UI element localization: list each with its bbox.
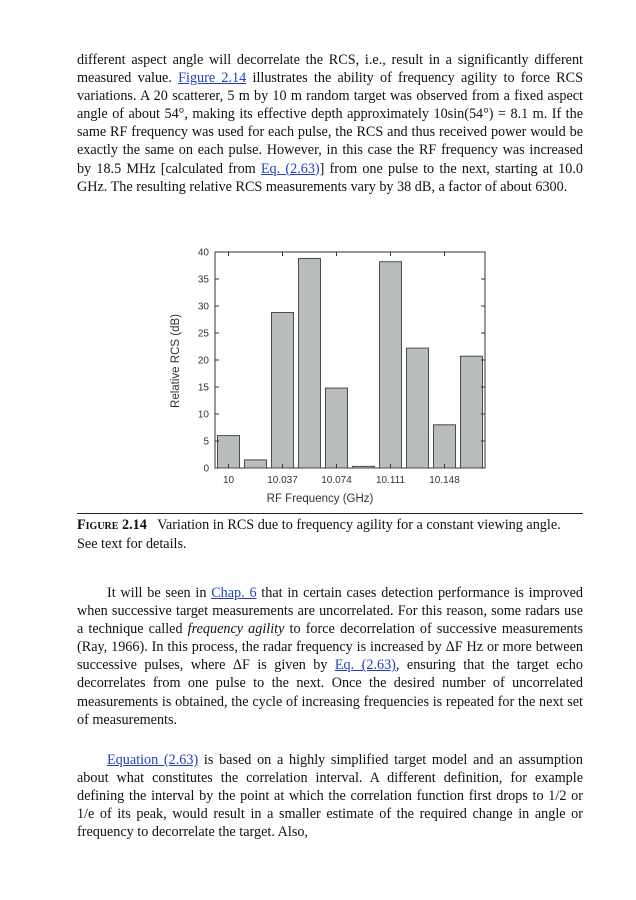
figure-caption <box>77 516 583 553</box>
frequency-agility-term: frequency agility <box>187 621 285 638</box>
bar <box>353 466 375 468</box>
bar <box>434 425 456 468</box>
x-tick-label: 10.074 <box>321 475 352 486</box>
y-tick-label: 30 <box>197 301 209 313</box>
bar <box>272 312 294 468</box>
eq-2-63-link[interactable]: Eq. (2.63) <box>260 160 320 177</box>
x-tick-label: 10.148 <box>429 475 460 486</box>
paragraph-1-sentence-a: different aspect angle will decorrelate the RCS, i.e., result in a significantly different measured value. <box>77 52 583 87</box>
caption-rule <box>77 513 583 514</box>
figure-2-14 <box>165 246 495 508</box>
chapter-6-link[interactable]: Chap. 6 <box>211 585 257 601</box>
y-tick-label: 5 <box>203 436 209 448</box>
y-tick-label: 10 <box>197 409 209 421</box>
body-paragraph-3 <box>77 751 583 841</box>
eq-2-63-link-2[interactable]: Eq. (2.63) <box>334 657 396 674</box>
y-tick-label: 15 <box>197 382 209 394</box>
paragraph-2-sentence-b: that in certain cases detection performance is improved when successive target measurements are uncorrelated. For this reason, some radars use a technique called <box>77 585 583 638</box>
caption-text: Variation in RCS due to frequency agility for a constant viewing angle. See text for details. <box>77 517 561 552</box>
paragraph-2-sentence-d: , ensuring that the target echo decorrelates from one pulse to the next. Once the desired number of uncorrelated measurements is obtained, the cycle of increasing frequencies is repeated for the next set of measurements. <box>77 657 583 728</box>
y-tick-label: 0 <box>203 463 209 475</box>
x-tick-label: 10 <box>222 475 235 486</box>
paragraph-2-sentence-c: to force decorrelation of successive measurements (Ray, 1966). In this process, the radar frequency is increased by ΔF Hz or more between successive pulses, where ΔF is given by <box>77 621 583 674</box>
bar <box>380 262 402 468</box>
x-axis-label: RF Frequency (GHz) <box>266 493 374 505</box>
caption-label-number: 2.14 <box>122 517 147 533</box>
paragraph-3-text <box>77 751 583 841</box>
bar <box>299 258 321 468</box>
y-tick-label: 40 <box>197 247 209 259</box>
bar <box>461 356 483 468</box>
y-axis-label: Relative RCS (dB) <box>170 314 182 408</box>
paragraph-2-sentence-a: It will be seen in <box>107 585 212 601</box>
y-tick-label: 25 <box>197 328 209 340</box>
y-tick-label: 20 <box>197 355 209 367</box>
figure-2-14-link[interactable]: Figure 2.14 <box>178 70 247 87</box>
rcs-bar-chart <box>165 246 495 508</box>
x-tick-label: 10.111 <box>375 475 406 486</box>
paragraph-1-text <box>77 51 583 196</box>
bar <box>326 388 348 468</box>
paragraph-1-sentence-b: illustrates the ability of frequency agility to force RCS variations. A 20 scatterer, 5 m by 10 m random target was observed from a fixed aspect angle of about 54°, making its effective depth approximately 10sin(54°) = 8.1 m. If the same RF frequency was used for each pulse, the RCS and thus received power would be exactly the same on each pulse. However, in this case the RF frequency was increased by 18.5 MHz [calculated from <box>77 70 583 177</box>
equation-2-63-link[interactable]: Equation (2.63) <box>107 752 199 768</box>
paragraph-1-sentence-c: ] from one pulse to the next, starting at 10.0 GHz. The resulting relative RCS measurements vary by 38 dB, a factor of about 6300. <box>77 160 583 195</box>
caption-label-word: Figure <box>77 517 119 533</box>
bar <box>245 460 267 468</box>
y-tick-label: 35 <box>197 274 209 286</box>
bar <box>407 348 429 468</box>
body-paragraph-2 <box>77 584 583 729</box>
paragraph-3-sentence-a: is based on a highly simplified target model and an assumption about what constitutes the correlation interval. A different definition, for example defining the interval by the point at which the correlation function first drops to 1/2 or 1/e of its peak, would result in a smaller estimate of the required change in angle or frequency to decorrelate the target. Also, <box>77 752 583 841</box>
paragraph-2-text <box>77 584 583 729</box>
body-paragraph-1 <box>77 51 583 196</box>
bar <box>218 436 240 468</box>
x-tick-label: 10.037 <box>267 475 298 486</box>
